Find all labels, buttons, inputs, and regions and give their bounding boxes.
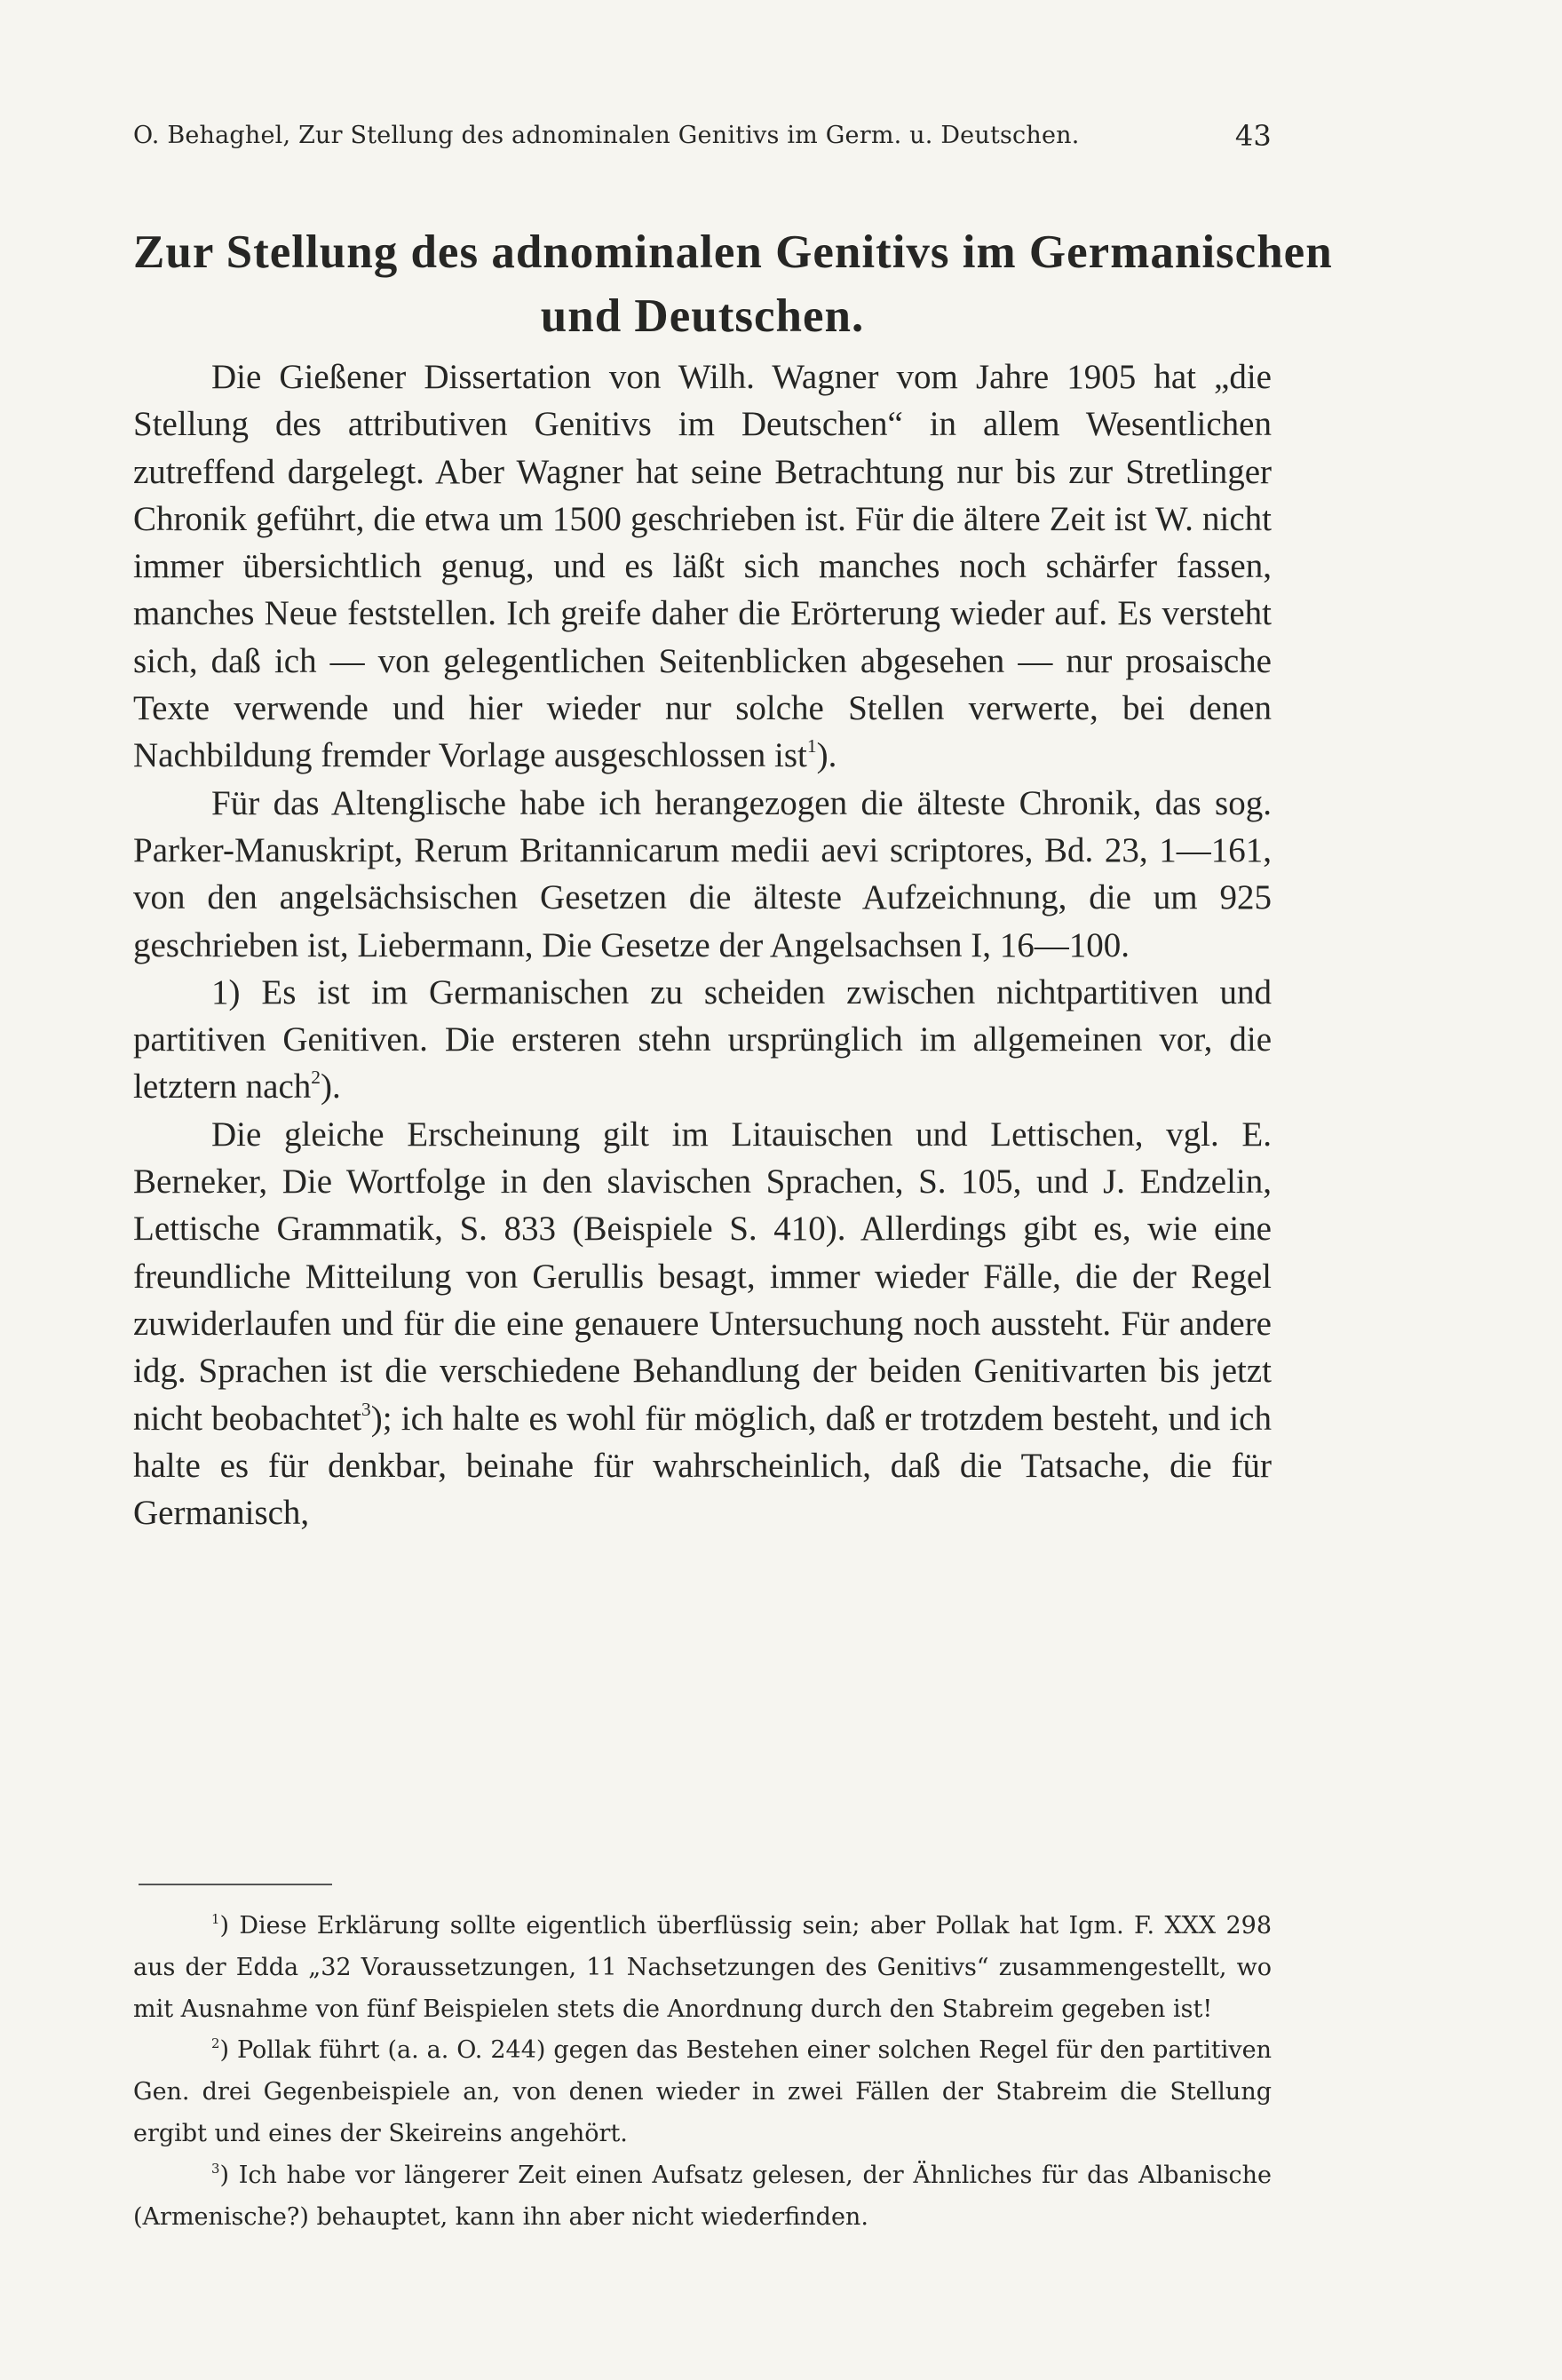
page-number: 43: [1234, 119, 1272, 153]
footnote-ref-3: 3: [361, 1398, 371, 1420]
paragraph-2: Für das Altenglische habe ich herangezogen die älteste Chronik, das sog. Parker-Manuskript, Rerum Britannicarum medii aevi scriptores, Bd. 23, 1—161, von den angelsächsischen Gesetzen die älteste Aufzeichnung, die um 925 geschrieben ist, Liebermann, Die Gesetze der Angelsachsen I, 16—100.: [133, 783, 1272, 964]
running-head-title: O. Behaghel, Zur Stellung des adnominalen Genitivs im Germ. u. Deutschen.: [133, 122, 1080, 149]
paragraph-1: [133, 353, 1272, 780]
article-title-line-1: Zur Stellung des adnominalen Genitivs im Germanischen: [133, 226, 1333, 278]
footnote-2-text: ) Pollak führt (a. a. O. 244) gegen das Bestehen einer solchen Regel für den partitiven Gen. drei Gegenbeispiele an, von denen wieder in zwei Fällen der Stabreim die Stellung ergibt und eines der Skeireins angehört.: [133, 2036, 1272, 2147]
paragraph-3-tail: ).: [321, 1067, 341, 1107]
footnote-3-marker: 3: [211, 2160, 220, 2177]
running-head: [133, 114, 1272, 158]
paragraph-3-text: 1) Es ist im Germanischen zu scheiden zwischen nichtpartitiven und partitiven Genitiven. Die ersteren stehn ursprünglich im allgemeinen vor, die letztern nach: [133, 972, 1272, 1107]
paragraph-4: [133, 1111, 1272, 1537]
footnotes: [133, 1906, 1272, 2238]
footnote-1-marker: 1: [211, 1910, 220, 1927]
footnote-3-text: ) Ich habe vor längerer Zeit einen Aufsatz gelesen, der Ähnliches für das Albanische (Armenische?) behauptet, kann ihn aber nicht wiederfinden.: [133, 2161, 1272, 2231]
footnote-2-marker: 2: [211, 2035, 220, 2052]
paragraph-4-text: Die gleiche Erscheinung gilt im Litauischen und Lettischen, vgl. E. Berneker, Die Wortfolge in den slavischen Sprachen, S. 105, und J. Endzelin, Lettische Grammatik, S. 833 (Beispiele S. 410). Allerdings gibt es, wie eine freundliche Mitteilung von Gerullis besagt, immer wieder Fälle, die der Regel zuwiderlaufen und für die eine genauere Untersuchung noch aussteht. Für andere idg. Sprachen ist die verschiedene Behandlung der beiden Genitivarten bis jetzt nicht beobachtet: [133, 1115, 1272, 1438]
paragraph-3: [133, 969, 1272, 1111]
footnote-2: [133, 2030, 1272, 2154]
paragraph-4-tail: ); ich halte es wohl für möglich, daß er trotzdem besteht, und ich halte es für denkbar, beinahe für wahrscheinlich, daß die Tatsache, die für Germanisch,: [133, 1399, 1272, 1533]
page: [133, 114, 1333, 2316]
footnote-1-text: ) Diese Erklärung sollte eigentlich überflüssig sein; aber Pollak hat Igm. F. XXX 298 aus der Edda „32 Voraussetzungen, 11 Nachsetzungen des Genitivs“ zusammengestellt, wo mit Ausnahme von fünf Beispielen stets die Anordnung durch den Stabreim gegeben ist!: [133, 1912, 1272, 2023]
body-text: [133, 353, 1272, 1536]
article-title: [133, 220, 1333, 348]
article-title-line-2: und Deutschen.: [540, 290, 865, 342]
footnote-ref-1: 1: [806, 735, 817, 758]
footnote-separator: [139, 1884, 332, 1885]
footnote-ref-2: 2: [311, 1067, 321, 1089]
paragraph-1-tail: ).: [816, 736, 837, 775]
paragraph-1-text: Die Gießener Dissertation von Wilh. Wagner vom Jahre 1905 hat „die Stellung des attributiven Genitivs im Deutschen“ in allem Wesentlichen zutreffend dargelegt. Aber Wagner hat seine Betrachtung nur bis zur Stretlinger Chronik geführt, die etwa um 1500 geschrieben ist. Für die ältere Zeit ist W. nicht immer übersichtlich genug, und es läßt sich manches noch schärfer fassen, manches Neue feststellen. Ich greife daher die Erörterung wieder auf. Es versteht sich, daß ich — von gelegentlichen Seitenblicken abgesehen — nur prosaische Texte verwende und hier wieder nur solche Stellen verwerte, bei denen Nachbildung fremder Vorlage ausgeschlossen ist: [133, 358, 1272, 775]
footnote-3: [133, 2155, 1272, 2239]
footnote-1: [133, 1906, 1272, 2030]
